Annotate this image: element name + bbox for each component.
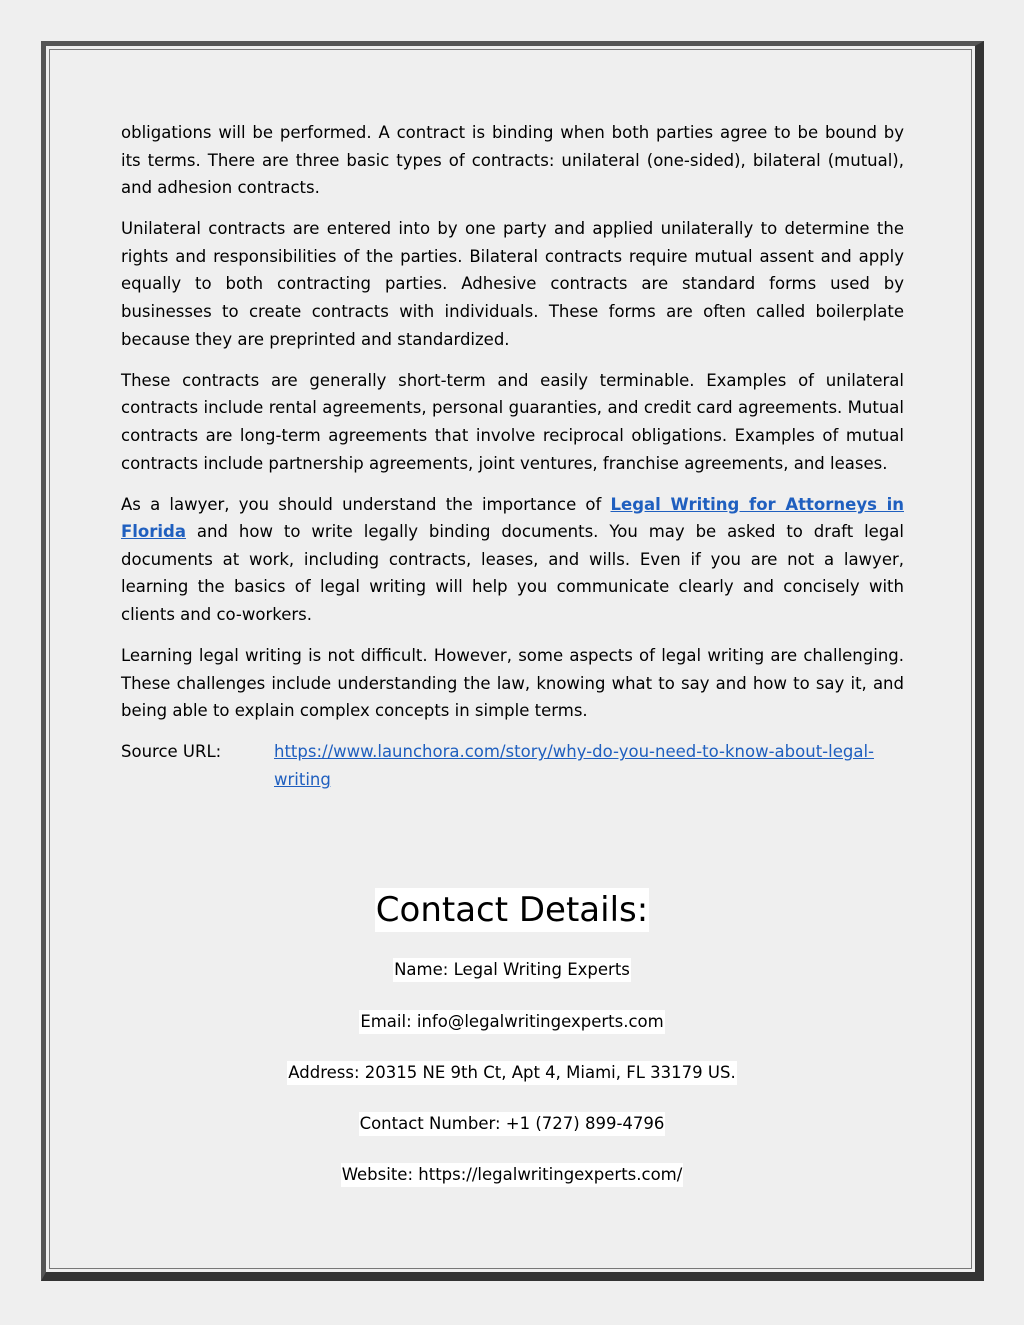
source-url-part2: writing (274, 769, 331, 789)
contact-phone-row (0, 1112, 1024, 1136)
source-line (121, 738, 904, 793)
paragraph-unilateral: Unilateral contracts are entered into by one party and applied unilaterally to determine the rights and responsibilities of the parties. Bilateral contracts require mutual assent and apply equally to both contracting parties. Adhesive contracts are standard forms used by businesses to create contracts with individuals. These forms are often called boilerplate because they are preprinted and standardized. (121, 219, 904, 349)
contact-heading-row (0, 888, 1024, 932)
document-body (121, 119, 904, 807)
contact-address-row (0, 1061, 1024, 1085)
legal-writing-florida-link[interactable]: Legal Writing for Attorneys in Florida (121, 494, 904, 542)
source-url-link[interactable] (274, 738, 874, 793)
contact-website: Website: https://legalwritingexperts.com/ (341, 1163, 684, 1187)
paragraph-contract-types: obligations will be performed. A contract is binding when both parties agree to be bound by its terms. There are three basic types of contracts: unilateral (one-sided), bilateral (mutual), and adhesion contracts. (121, 123, 904, 198)
lawyer-text-after: and how to write legally binding documents. You may be asked to draft legal documents at work, including contracts, leases, and wills. Even if you are not a lawyer, learning the basics of legal writing will help you communicate clearly and concisely with clients and co-workers. (121, 522, 904, 624)
lawyer-text-before: As a lawyer, you should understand the importance of (121, 494, 611, 514)
source-label: Source URL: (121, 742, 222, 762)
contact-email: Email: info@legalwritingexperts.com (359, 1010, 664, 1034)
paragraph-learning: Learning legal writing is not difficult. However, some aspects of legal writing are challenging. These challenges include understanding the law, knowing what to say and how to say it, and being able to explain complex concepts in simple terms. (121, 646, 904, 721)
contact-email-row (0, 1010, 1024, 1034)
contact-title: Contact Details: (375, 890, 649, 930)
contact-name-row (0, 958, 1024, 982)
contact-phone: Contact Number: +1 (727) 899-4796 (359, 1112, 666, 1136)
paragraph-examples: These contracts are generally short-term and easily terminable. Examples of unilateral contracts include rental agreements, personal guaranties, and credit card agreements. Mutual contracts are long-term agreements that involve reciprocal obligations. Examples of mutual contracts include partnership agreements, joint ventures, franchise agreements, and leases. (121, 370, 904, 473)
source-url-part1: https://www.launchora.com/story/why-do-you-need-to-know-about-legal- (274, 742, 874, 762)
paragraph-lawyer (121, 491, 904, 629)
contact-address: Address: 20315 NE 9th Ct, Apt 4, Miami, FL 33179 US. (287, 1061, 736, 1085)
contact-name: Name: Legal Writing Experts (393, 958, 631, 982)
contact-website-row (0, 1163, 1024, 1187)
